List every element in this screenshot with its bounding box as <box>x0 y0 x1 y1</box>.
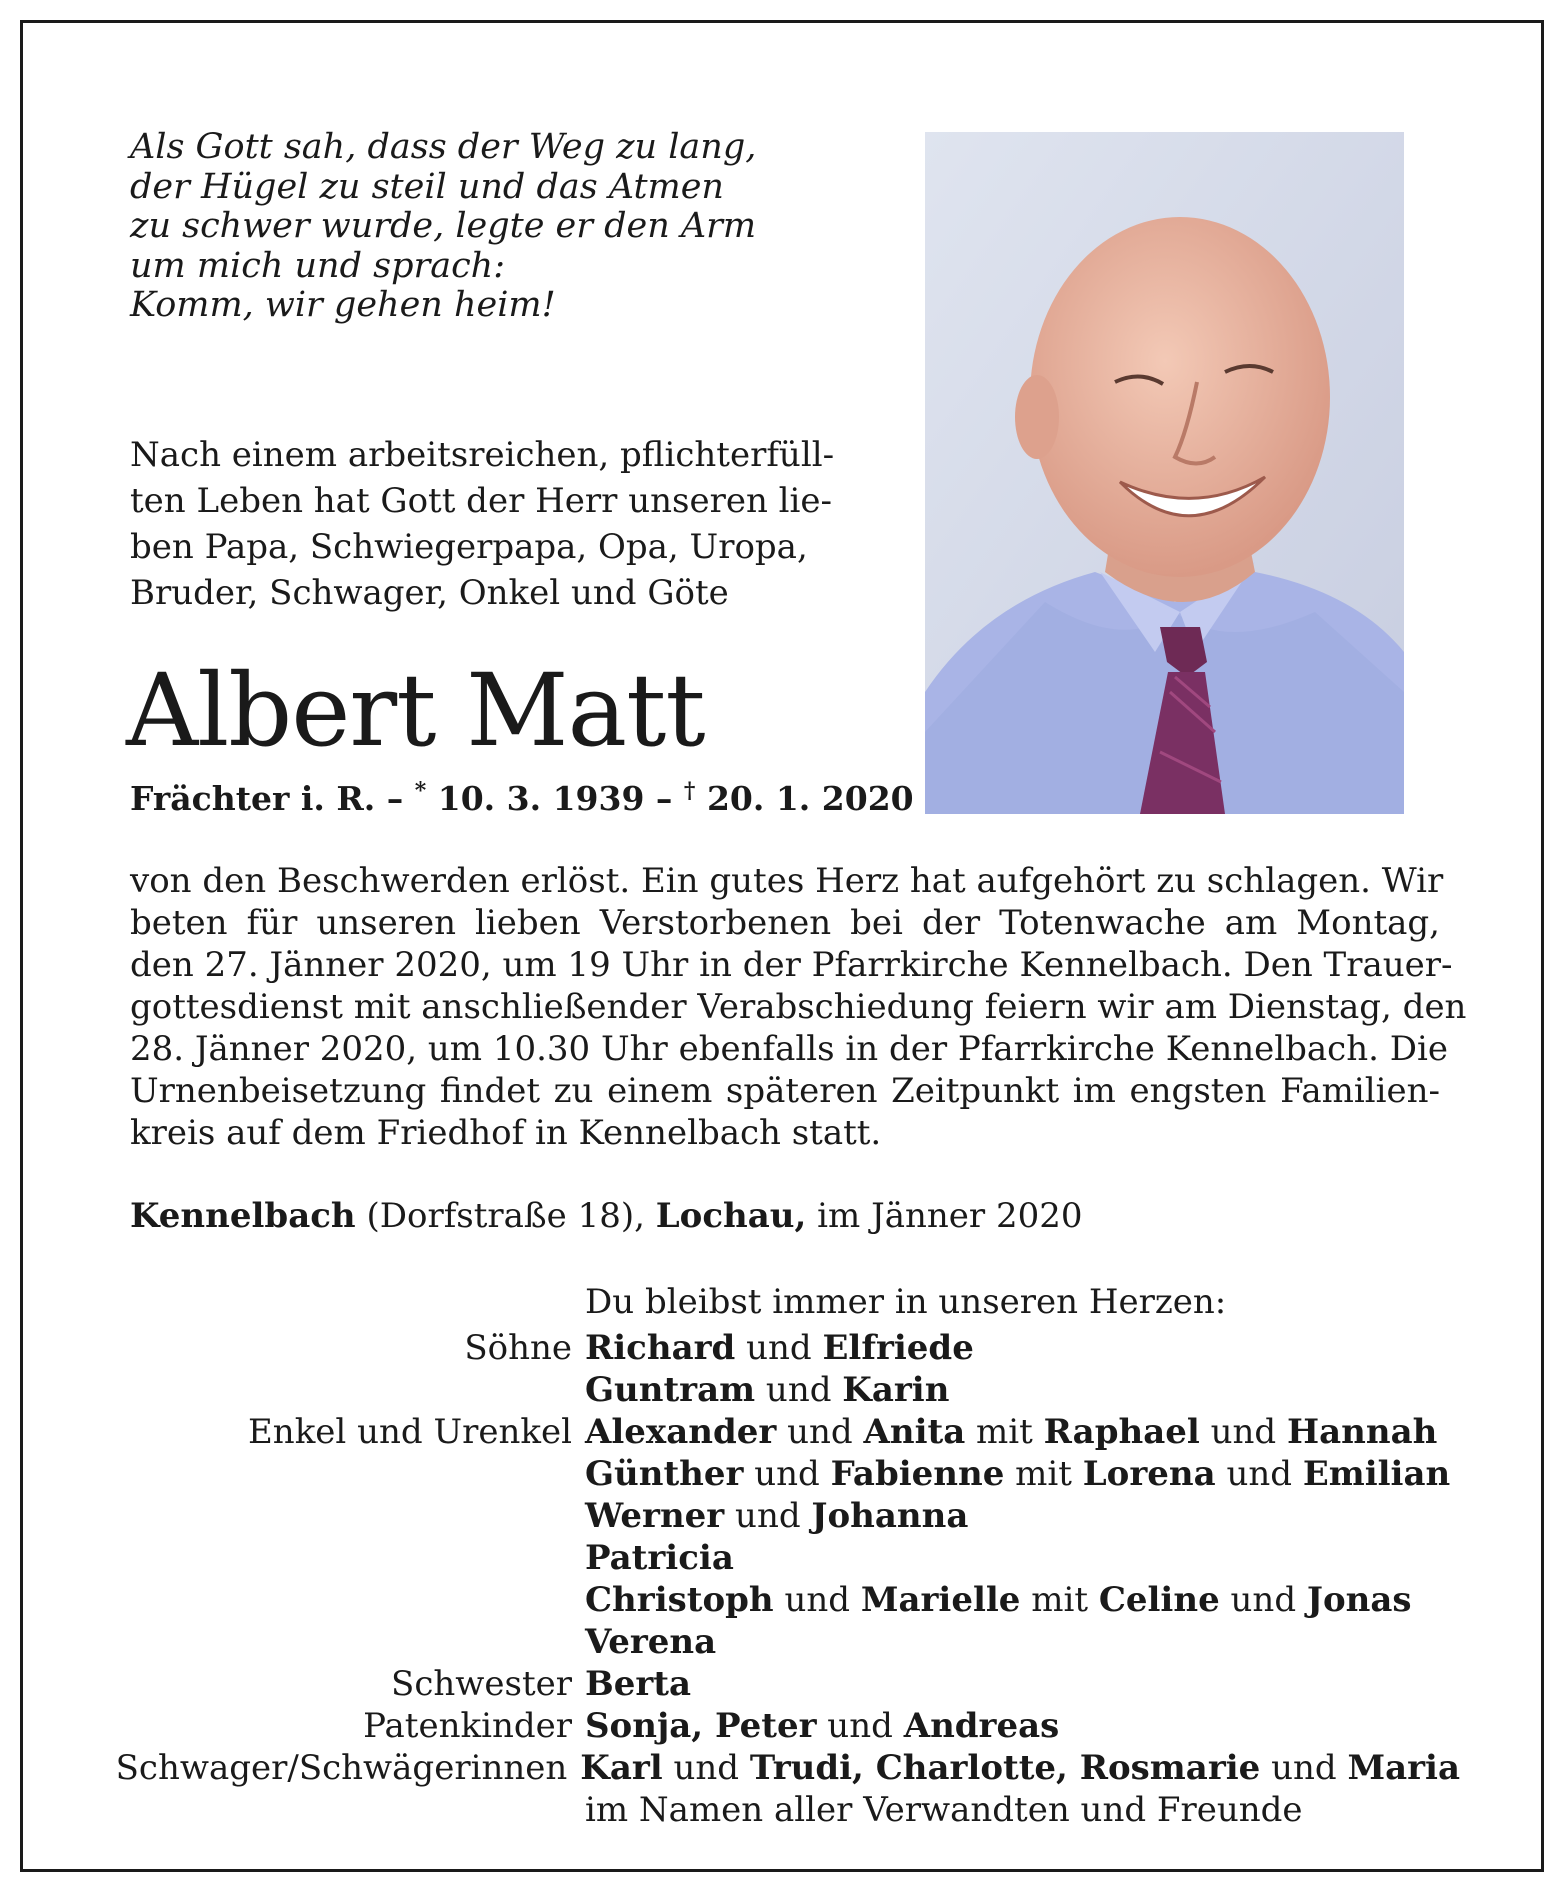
relation-label: Patenkinder <box>363 1706 572 1746</box>
relation-label <box>100 1453 585 1495</box>
place-line <box>130 1196 1082 1236</box>
connector-text: mit <box>1020 1580 1099 1620</box>
family-names <box>585 1621 716 1663</box>
address: (Dorfstraße 18), <box>366 1196 645 1236</box>
family-member-name: Raphael <box>1043 1412 1200 1452</box>
family-names <box>580 1747 1460 1789</box>
family-member-name: Sonja, Peter <box>585 1706 817 1746</box>
family-member-name: Johanna <box>811 1496 969 1536</box>
deceased-dates: Frächter i. R. – * 10. 3. 1939 – † 20. 1. 2020 <box>130 778 914 818</box>
relation-label: Schwager/Schwägerinnen <box>115 1748 568 1788</box>
body-line: kreis auf dem Friedhof in Kennelbach statt. <box>130 1113 882 1153</box>
poem-line: zu schwer wurde, legte er den Arm <box>130 206 757 246</box>
family-member-name: Verena <box>585 1622 717 1662</box>
family-row <box>100 1369 1460 1411</box>
connector-text: und <box>1199 1412 1287 1452</box>
family-row <box>100 1621 1460 1663</box>
family-member-name: Jonas <box>1306 1580 1412 1620</box>
family-heading: Du bleibst immer in unseren Herzen: <box>585 1282 1227 1322</box>
body-line: Urnenbeisetzung findet zu einem späteren Zeitpunkt im engsten Familien- <box>130 1071 1440 1111</box>
family-member-name: Fabienne <box>830 1454 1005 1494</box>
ceremony-text <box>130 860 1467 1154</box>
relation-label <box>100 1369 585 1411</box>
family-member-name: Werner <box>585 1496 725 1536</box>
family-member-name: Alexander <box>585 1412 777 1452</box>
family-member-name: Elfriede <box>822 1328 974 1368</box>
family-row <box>100 1411 1460 1453</box>
family-list <box>100 1327 1460 1831</box>
deceased-name: Albert Matt <box>126 652 705 769</box>
intro-line: ten Leben hat Gott der Herr unseren lie- <box>130 481 833 521</box>
connector-text: und <box>1215 1454 1303 1494</box>
family-member-name: Richard <box>585 1328 736 1368</box>
family-names <box>585 1327 974 1369</box>
family-member-name: Emilian <box>1302 1454 1451 1494</box>
family-member-name: Anita <box>863 1412 966 1452</box>
connector-text: und <box>776 1412 864 1452</box>
connector-text: und <box>743 1454 831 1494</box>
poem-line: Als Gott sah, dass der Weg zu lang, <box>130 127 757 167</box>
connector-text: und <box>735 1328 823 1368</box>
body-line: gottesdienst mit anschließender Verabschiedung feiern wir am Dienstag, den <box>130 987 1467 1027</box>
body-line: beten für unseren lieben Verstorbenen bei der Totenwache am Montag, <box>130 903 1440 943</box>
family-member-name: Günther <box>585 1454 744 1494</box>
profession: Frächter i. R. <box>130 779 376 818</box>
place-date: im Jänner 2020 <box>817 1196 1083 1236</box>
connector-text: mit <box>1004 1454 1083 1494</box>
family-row <box>100 1537 1460 1579</box>
portrait-photo <box>925 132 1404 814</box>
family-names <box>585 1453 1450 1495</box>
relation-label: Schwester <box>391 1664 572 1704</box>
family-names <box>585 1663 691 1705</box>
family-row <box>100 1663 1460 1705</box>
family-names <box>585 1705 1059 1747</box>
poem-line: Komm, wir gehen heim! <box>130 285 556 325</box>
family-member-name: Trudi, Charlotte, Rosmarie <box>749 1748 1261 1788</box>
family-member-name: Berta <box>585 1664 692 1704</box>
relation-label <box>100 1495 585 1537</box>
connector-text: im Namen aller Verwandten und Freunde <box>585 1790 1303 1830</box>
poem-line: um mich und sprach: <box>130 245 506 286</box>
connector-text: und <box>755 1370 843 1410</box>
connector-text: und <box>662 1748 750 1788</box>
connector-text: und <box>816 1706 904 1746</box>
intro-line: ben Papa, Schwiegerpapa, Opa, Uropa, <box>130 527 808 567</box>
family-names <box>585 1789 1303 1831</box>
family-row <box>100 1495 1460 1537</box>
poem-line: der Hügel zu steil und das Atmen <box>130 166 724 207</box>
family-member-name: Maria <box>1347 1748 1460 1788</box>
relation-label: Enkel und Urenkel <box>247 1412 572 1452</box>
family-names <box>585 1537 734 1579</box>
intro-text <box>130 432 835 616</box>
family-row <box>100 1453 1460 1495</box>
family-row <box>100 1747 1460 1789</box>
relation-label <box>100 1579 585 1621</box>
body-line: 28. Jänner 2020, um 10.30 Uhr ebenfalls in der Pfarrkirche Kennelbach. Die <box>130 1029 1448 1069</box>
connector-text: und <box>773 1580 861 1620</box>
body-line: von den Beschwerden erlöst. Ein gutes Herz hat aufgehört zu schlagen. Wir <box>130 861 1444 901</box>
relation-label <box>100 1789 585 1831</box>
relation-label: Söhne <box>464 1328 572 1368</box>
family-member-name: Hannah <box>1286 1412 1438 1452</box>
poem <box>130 127 757 326</box>
family-names <box>585 1495 968 1537</box>
connector-text: und <box>1219 1580 1307 1620</box>
family-member-name: Marielle <box>860 1580 1021 1620</box>
family-member-name: Karin <box>842 1370 950 1410</box>
town-lochau: Lochau, <box>655 1196 807 1236</box>
family-member-name: Lorena <box>1082 1454 1216 1494</box>
family-names <box>585 1411 1437 1453</box>
family-member-name: Karl <box>580 1748 663 1788</box>
family-names <box>585 1579 1412 1621</box>
family-row <box>100 1789 1460 1831</box>
connector-text: mit <box>965 1412 1044 1452</box>
relation-label <box>100 1537 585 1579</box>
family-member-name: Patricia <box>585 1538 734 1578</box>
connector-text: und <box>724 1496 812 1536</box>
relation-label <box>100 1621 585 1663</box>
connector-text: und <box>1260 1748 1348 1788</box>
family-member-name: Guntram <box>585 1370 756 1410</box>
family-names <box>585 1369 949 1411</box>
birth-date: 10. 3. 1939 <box>437 779 645 818</box>
family-member-name: Celine <box>1098 1580 1220 1620</box>
family-member-name: Andreas <box>903 1706 1060 1746</box>
family-row <box>100 1327 1460 1369</box>
death-date: 20. 1. 2020 <box>706 779 914 818</box>
family-member-name: Christoph <box>585 1580 774 1620</box>
family-row <box>100 1705 1460 1747</box>
body-line: den 27. Jänner 2020, um 19 Uhr in der Pfarrkirche Kennelbach. Den Trauer- <box>130 945 1453 985</box>
family-row <box>100 1579 1460 1621</box>
town-kennelbach: Kennelbach <box>130 1196 356 1236</box>
intro-line: Bruder, Schwager, Onkel und Göte <box>130 573 729 613</box>
intro-line: Nach einem arbeitsreichen, pflichterfüll- <box>130 435 835 475</box>
